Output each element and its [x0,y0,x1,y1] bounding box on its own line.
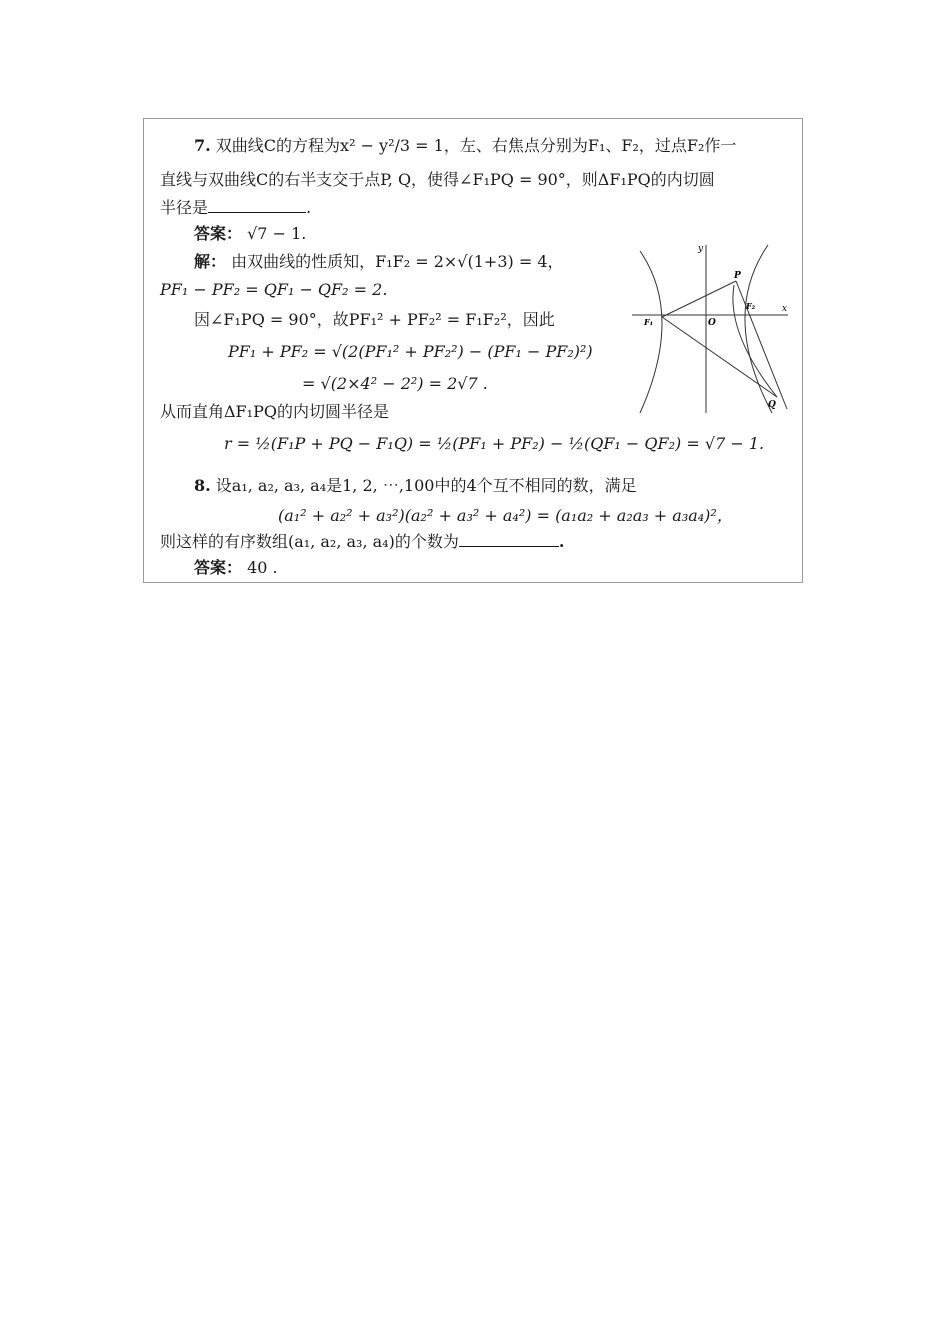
hyperbola-right-branch [745,245,772,413]
solution-line6: 从而直角ΔF₁PQ的内切圆半径是 [160,402,389,421]
label-y: y [698,244,704,254]
problem7-number: 7. [194,136,211,155]
solution-line2: PF₁ − PF₂ = QF₁ − QF₂ = 2. [160,280,388,299]
label-q: Q [768,400,776,410]
problem8-line3-text: 则这样的有序数组(a₁, a₂, a₃, a₄)的个数为 [160,532,459,551]
problem8-statement-1: 设a₁, a₂, a₃, a₄是1, 2, ⋯,100中的4个互不相同的数，满足 [215,476,637,495]
solution-line7: r = ½(F₁P + PQ − F₁Q) = ½(PF₁ + PF₂) − ½(QF₁ − QF₂) = √7 − 1. [224,434,765,453]
answer-blank [459,532,559,547]
problem8-line3 [160,531,564,553]
problem8-line1 [194,475,637,497]
problem8-line2: (a₁² + a₂² + a₃²)(a₂² + a₃² + a₄²) = (a₁a₂ + a₂a₃ + a₃a₄)²， [278,506,733,525]
answer-label: 答案： [194,224,243,243]
answer-value: 40 . [247,558,278,577]
segment-f1-p [662,281,736,317]
solution-line5: = √(2×4² − 2²) = 2√7 . [302,374,488,393]
problem7-answer [194,223,306,245]
label-f2: F₂ [746,301,756,311]
solution-line1 [194,251,564,273]
label-f1: F₁ [644,317,654,327]
label-o: O [708,318,716,328]
answer-blank [208,198,306,213]
problem7-line1 [194,135,736,157]
solution-label: 解： [194,252,227,271]
solution-text-1: 由双曲线的性质知，F₁F₂ = 2×√(1+3) = 4， [231,252,564,271]
label-p: P [734,271,741,281]
problem7-statement-1: 双曲线C的方程为x² − y²/3 = 1，左、右焦点分别为F₁、F₂，过点F₂作一 [215,136,737,155]
problem-box [143,118,803,583]
answer-value: √7 − 1. [247,224,307,243]
solution-line3: 因∠F₁PQ = 90°，故PF₁² + PF₂² = F₁F₂²，因此 [194,310,555,329]
problem8-answer [194,557,278,579]
hyperbola-left-branch [640,251,662,413]
segment-f1-q [662,317,777,397]
problem7-line3-end: . [306,198,312,217]
problem7-line2: 直线与双曲线C的右半支交于点P, Q，使得∠F₁PQ = 90°，则ΔF₁PQ的内切圆 [160,170,715,189]
problem8-line3-end: . [558,532,565,551]
label-x: x [782,304,788,314]
solution-line4: PF₁ + PF₂ = √(2(PF₁² + PF₂²) − (PF₁ − PF₂)²) [228,342,593,361]
answer-label: 答案： [194,558,243,577]
problem8-number: 8. [194,476,211,495]
problem7-line3 [160,197,311,219]
problem7-line3-text: 半径是 [160,198,209,217]
hyperbola-figure [622,241,794,421]
